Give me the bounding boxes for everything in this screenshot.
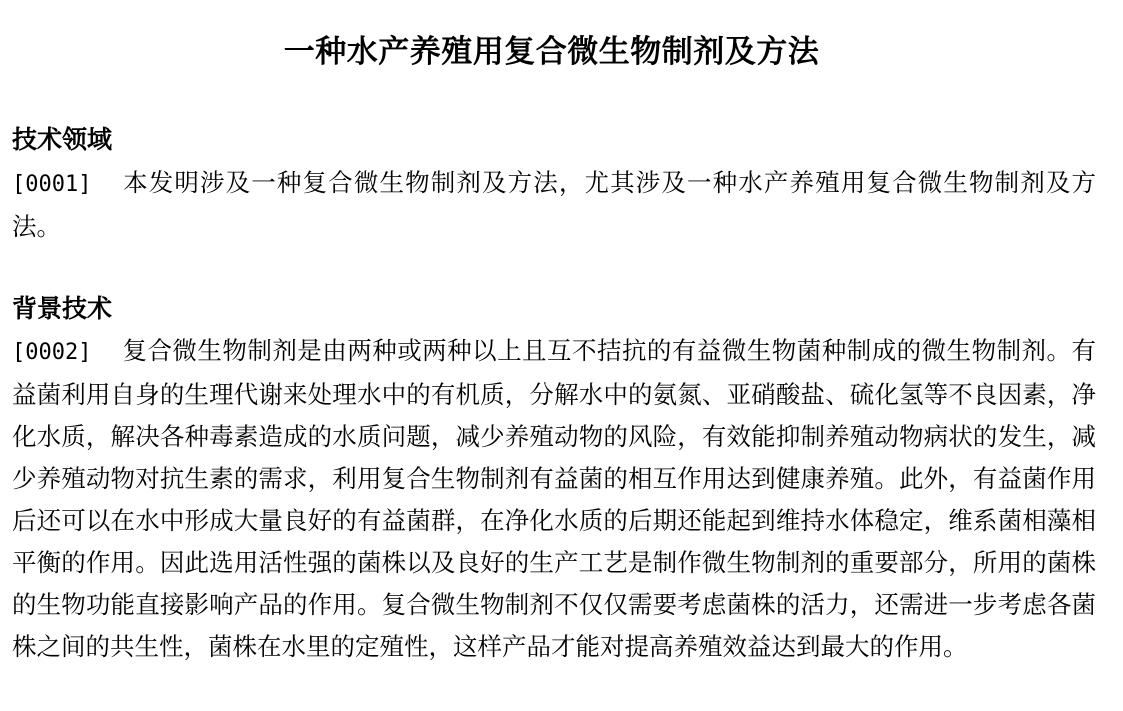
section-heading-background: 背景技术 bbox=[12, 294, 113, 323]
paragraph-0002 bbox=[12, 330, 1096, 668]
paragraph-number: [0001] bbox=[12, 172, 92, 197]
document-title: 一种水产养殖用复合微生物制剂及方法 bbox=[283, 34, 820, 70]
section-heading-technical-field: 技术领域 bbox=[12, 125, 113, 154]
paragraph-0001 bbox=[12, 162, 1096, 248]
paragraph-text: 复合微生物制剂是由两种或两种以上且互不拮抗的有益微生物菌种制成的微生物制剂。有益菌利用自身的生理代谢来处理水中的有机质，分解水中的氨氮、亚硝酸盐、硫化氢等不良因素，净化水质，解决各种毒素造成的水质问题，减少养殖动物的风险，有效能抑制养殖动物病状的发生，减少养殖动物对抗生素的需求，利用复合生物制剂有益菌的相互作用达到健康养殖。此外，有益菌作用后还可以在水中形成大量良好的有益菌群，在净化水质的后期还能起到维持水体稳定，维系菌相藻相平衡的作用。因此选用活性强的菌株以及良好的生产工艺是制作微生物制剂的重要部分，所用的菌株的生物功能直接影响产品的作用。复合微生物制剂不仅仅需要考虑菌株的活力，还需进一步考虑各菌株之间的共生性，菌株在水里的定殖性，这样产品才能对提高养殖效益达到最大的作用。 bbox=[12, 336, 1096, 661]
paragraph-text: 本发明涉及一种复合微生物制剂及方法，尤其涉及一种水产养殖用复合微生物制剂及方法。 bbox=[12, 168, 1096, 241]
paragraph-number: [0002] bbox=[12, 340, 92, 365]
